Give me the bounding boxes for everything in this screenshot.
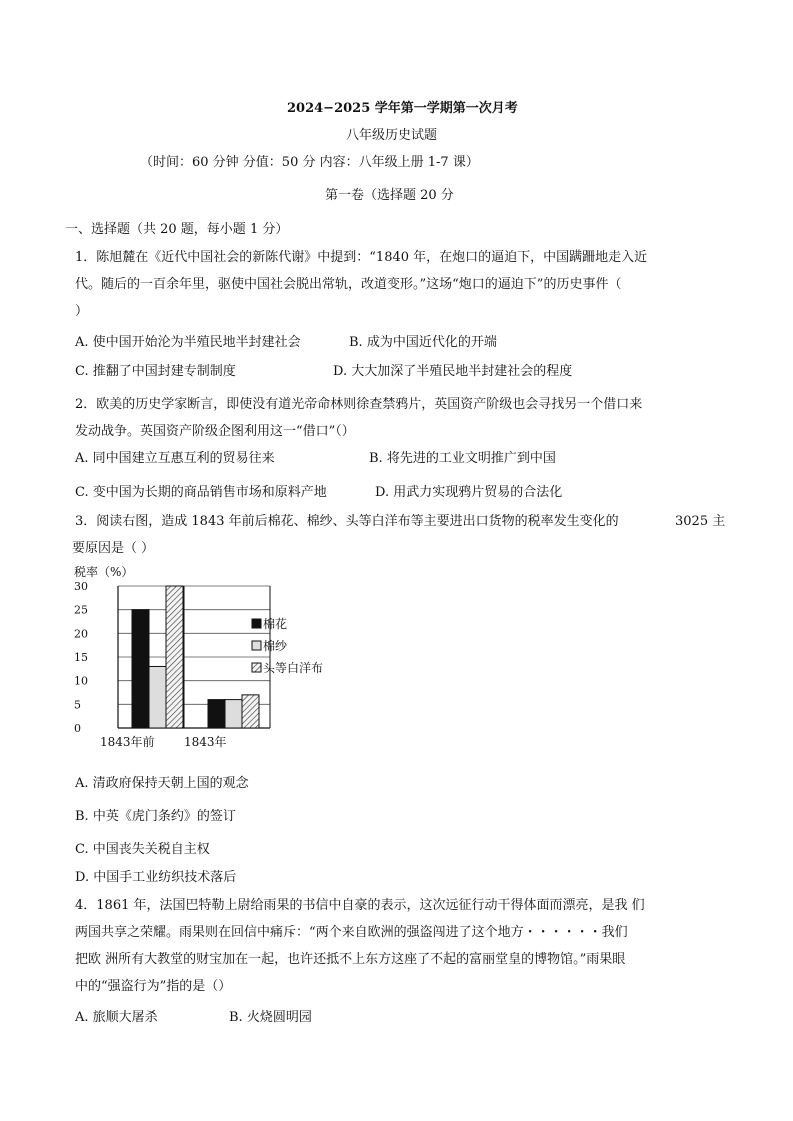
y-tick-label: 10 — [74, 674, 88, 688]
q1-option-d[interactable]: D. 大大加深了半殖民地半封建社会的程度 — [333, 364, 573, 379]
bar — [242, 695, 259, 728]
q2-option-b[interactable]: B. 将先进的工业文明推广到中国 — [369, 451, 556, 466]
q1-line-3: ） — [75, 304, 89, 319]
q3-option-a[interactable]: A. 清政府保持天朝上国的观念 — [75, 776, 249, 791]
q2-option-c[interactable]: C. 变中国为长期的商品销售市场和原料产地 — [75, 485, 327, 500]
x-tick-label: 1843年前 — [100, 735, 155, 749]
q2-line-1: 2．欧美的历史学家断言，即使没有道光帝命林则徐查禁鸦片，英国资产阶级也会寻找另一个借口来 — [75, 397, 643, 412]
legend-swatch — [252, 619, 261, 628]
legend-label: 头等白洋布 — [263, 661, 324, 675]
q4-option-a[interactable]: A. 旅顺大屠杀 — [75, 1010, 158, 1025]
bar — [166, 586, 183, 728]
q4-line-4: 中的“强盗行为”指的是（） — [75, 979, 232, 994]
y-tick-label: 30 — [74, 580, 88, 593]
legend-label: 棉纱 — [263, 639, 288, 653]
q4-line-1: 4．1861 年，法国巴特勒上尉给雨果的书信中自豪的表示，这次远征行动干得体面而漂亮，是我 们 — [75, 898, 645, 913]
y-tick-label: 0 — [74, 722, 81, 735]
exam-subject: 八年级历史试题 — [346, 128, 438, 143]
y-tick-label: 5 — [74, 698, 81, 712]
q2-option-a[interactable]: A. 同中国建立互惠互利的贸易往来 — [75, 451, 275, 466]
legend-swatch — [252, 641, 261, 650]
q1-option-c[interactable]: C. 推翻了中国封建专制制度 — [75, 364, 236, 379]
q4-line-3: 把欧 洲所有大教堂的财宝加在一起，也许还抵不上东方这座了不起的富丽堂皇的博物馆。”雨果眼 — [75, 952, 626, 967]
q4-line-2: 两国共享之荣耀。雨果则在回信中痛斥：“两个来自欧洲的强盗闯进了这个地方・・・・・・我们 — [75, 925, 628, 940]
y-tick-label: 15 — [74, 651, 88, 664]
legend-label: 棉花 — [263, 617, 288, 631]
y-tick-label: 25 — [74, 603, 88, 617]
legend-swatch — [252, 663, 261, 672]
q2-line-2: 发动战争。英国资产阶级企图利用这一“借口”（） — [75, 424, 355, 439]
bar — [149, 666, 166, 728]
bar — [132, 610, 149, 728]
q3-line-1: 3．阅读右图，造成 1843 年前后棉花、棉纱、头等白洋布等主要进出口货物的税率发生变化的 — [75, 514, 619, 529]
q3-option-d[interactable]: D. 中国手工业纺织技术落后 — [75, 870, 237, 885]
q3-option-b[interactable]: B. 中英《虎门条约》的签订 — [75, 809, 236, 824]
volume-title: 第一卷（选择题 20 分 — [325, 188, 454, 203]
q1-line-1: 1．陈旭麓在《近代中国社会的新陈代谢》中提到：“1840 年，在炮口的逼迫下，中国蹒跚地走入近 — [75, 250, 648, 265]
y-axis-label: 税率（%） — [74, 565, 134, 579]
q3-option-c[interactable]: C. 中国丧失关税自主权 — [75, 842, 210, 857]
q1-option-b[interactable]: B. 成为中国近代化的开端 — [349, 335, 497, 350]
y-tick-label: 20 — [74, 627, 88, 641]
exam-title: 2024−2025 学年第一学期第一次月考 — [287, 101, 518, 116]
q3-line-1-tail: 3025 主 — [675, 514, 726, 529]
bar — [208, 700, 225, 728]
exam-info: （时间：60 分钟 分值：50 分 内容：八年级上册 1-7 课） — [140, 155, 479, 170]
q1-option-a[interactable]: A. 使中国开始沦为半殖民地半封建社会 — [75, 335, 301, 350]
q4-option-b[interactable]: B. 火烧圆明园 — [229, 1010, 312, 1025]
q3-line-2: 要原因是（ ） — [72, 541, 155, 556]
bar — [225, 700, 242, 728]
x-tick-label: 1843年 — [184, 735, 227, 749]
q2-option-d[interactable]: D. 用武力实现鸦片贸易的合法化 — [375, 485, 563, 500]
tax-rate-bar-chart — [70, 562, 342, 752]
section-heading: 一、选择题（共 20 题，每小题 1 分） — [65, 222, 289, 237]
q1-line-2: 代。随后的一百余年里，驱使中国社会脱出常轨，改道变形。”这场“炮口的逼迫下”的历史事件（ — [75, 277, 622, 292]
